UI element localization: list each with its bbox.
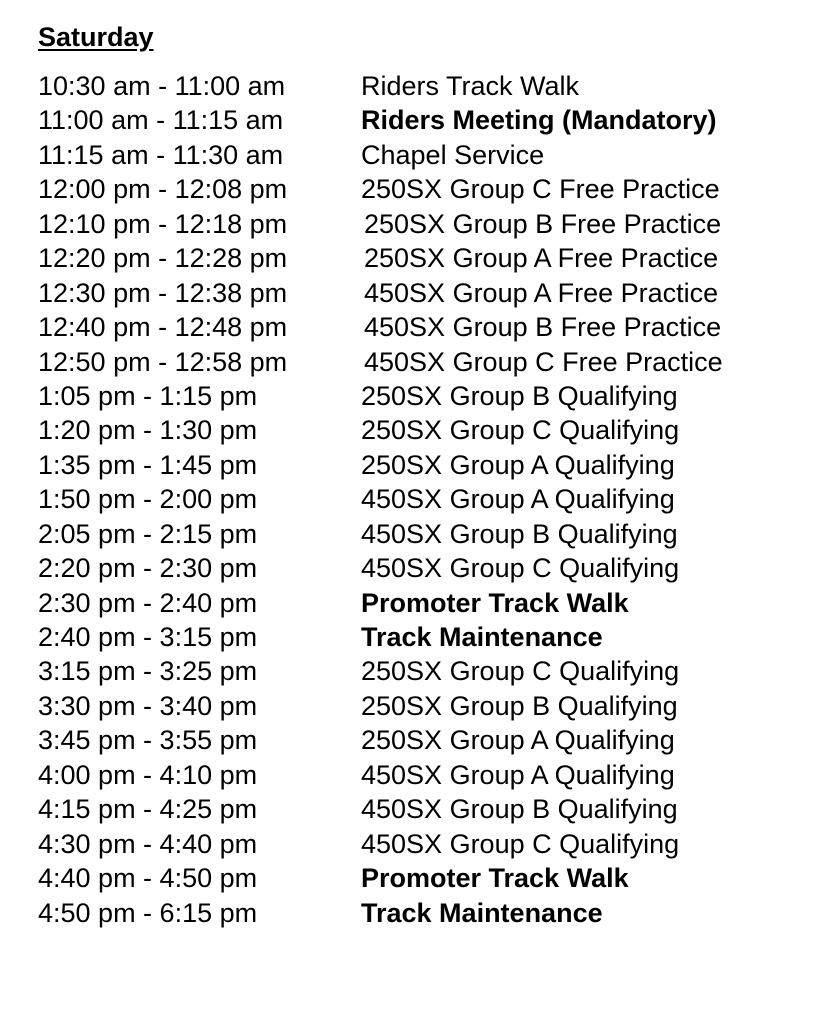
schedule-row bbox=[38, 276, 818, 310]
schedule-time: 12:50 pm - 12:58 pm bbox=[38, 346, 288, 377]
schedule-event: 250SX Group A Free Practice bbox=[364, 243, 719, 274]
schedule-time: 1:20 pm - 1:30 pm bbox=[38, 415, 258, 446]
schedule-time: 3:15 pm - 3:25 pm bbox=[38, 656, 258, 687]
schedule-time: 11:00 am - 11:15 am bbox=[38, 105, 284, 136]
schedule-row bbox=[38, 138, 818, 172]
schedule-event: 450SX Group A Qualifying bbox=[361, 484, 675, 515]
schedule-event: 250SX Group B Qualifying bbox=[361, 690, 678, 721]
schedule-row bbox=[38, 654, 818, 688]
schedule-time: 3:30 pm - 3:40 pm bbox=[38, 690, 258, 721]
schedule-row bbox=[38, 517, 818, 551]
schedule-time: 1:05 pm - 1:15 pm bbox=[38, 380, 258, 411]
schedule-time: 4:30 pm - 4:40 pm bbox=[38, 828, 258, 859]
schedule-event: 450SX Group B Qualifying bbox=[361, 518, 678, 549]
schedule-event: 450SX Group A Free Practice bbox=[364, 277, 719, 308]
schedule-row bbox=[38, 448, 818, 482]
schedule-row bbox=[38, 310, 818, 344]
schedule-row bbox=[38, 792, 818, 826]
schedule-time: 12:30 pm - 12:38 pm bbox=[38, 277, 288, 308]
schedule-row bbox=[38, 241, 818, 275]
schedule-time: 3:45 pm - 3:55 pm bbox=[38, 725, 258, 756]
schedule-row bbox=[38, 345, 818, 379]
schedule-row bbox=[38, 551, 818, 585]
schedule-event: Riders Meeting (Mandatory) bbox=[361, 105, 717, 136]
schedule-time: 2:40 pm - 3:15 pm bbox=[38, 622, 258, 652]
schedule-row bbox=[38, 69, 818, 103]
schedule-page bbox=[38, 18, 818, 930]
schedule-row bbox=[38, 103, 818, 137]
schedule-time: 4:00 pm - 4:10 pm bbox=[38, 759, 258, 790]
schedule-time: 2:20 pm - 2:30 pm bbox=[38, 553, 258, 584]
schedule-time: 12:40 pm - 12:48 pm bbox=[38, 312, 288, 343]
schedule-row bbox=[38, 172, 818, 206]
schedule-time: 2:05 pm - 2:15 pm bbox=[38, 518, 258, 549]
schedule-row bbox=[38, 379, 818, 413]
schedule-event: 450SX Group C Qualifying bbox=[361, 553, 680, 584]
schedule-event: 450SX Group B Qualifying bbox=[361, 794, 678, 825]
schedule-row bbox=[38, 482, 818, 516]
schedule-list bbox=[38, 69, 818, 930]
schedule-time: 12:00 pm - 12:08 pm bbox=[38, 174, 288, 205]
schedule-row bbox=[38, 896, 818, 930]
schedule-event: 250SX Group A Qualifying bbox=[361, 725, 675, 756]
schedule-time: 12:20 pm - 12:28 pm bbox=[38, 243, 288, 274]
schedule-time: 4:15 pm - 4:25 pm bbox=[38, 794, 258, 825]
schedule-event: Promoter Track Walk bbox=[361, 587, 629, 618]
schedule-time: 1:50 pm - 2:00 pm bbox=[38, 484, 258, 515]
schedule-row bbox=[38, 861, 818, 895]
schedule-event: 450SX Group C Qualifying bbox=[361, 828, 680, 859]
schedule-time: 4:50 pm - 6:15 pm bbox=[38, 897, 258, 928]
schedule-event: Promoter Track Walk bbox=[361, 863, 629, 894]
schedule-event: 250SX Group A Qualifying bbox=[361, 449, 675, 480]
schedule-row bbox=[38, 620, 818, 654]
schedule-event: Riders Track Walk bbox=[361, 71, 580, 101]
schedule-time: 12:10 pm - 12:18 pm bbox=[38, 208, 288, 239]
schedule-event: Track Maintenance bbox=[361, 897, 603, 928]
schedule-event: 250SX Group B Free Practice bbox=[364, 208, 722, 239]
day-title: Saturday bbox=[38, 22, 154, 52]
schedule-event: 450SX Group A Qualifying bbox=[361, 759, 675, 790]
schedule-event: Track Maintenance bbox=[361, 622, 603, 652]
schedule-event: 250SX Group C Qualifying bbox=[361, 415, 680, 446]
schedule-event: Chapel Service bbox=[361, 139, 545, 170]
schedule-time: 10:30 am - 11:00 am bbox=[38, 71, 286, 101]
schedule-row bbox=[38, 413, 818, 447]
schedule-row bbox=[38, 586, 818, 620]
schedule-event: 250SX Group B Qualifying bbox=[361, 380, 678, 411]
schedule-event: 450SX Group C Free Practice bbox=[364, 346, 723, 377]
schedule-time: 1:35 pm - 1:45 pm bbox=[38, 449, 258, 480]
schedule-row bbox=[38, 207, 818, 241]
schedule-time: 2:30 pm - 2:40 pm bbox=[38, 587, 258, 618]
schedule-event: 250SX Group C Free Practice bbox=[361, 174, 720, 205]
schedule-row bbox=[38, 689, 818, 723]
schedule-time: 11:15 am - 11:30 am bbox=[38, 139, 284, 170]
schedule-time: 4:40 pm - 4:50 pm bbox=[38, 863, 258, 894]
schedule-event: 250SX Group C Qualifying bbox=[361, 656, 680, 687]
schedule-row bbox=[38, 758, 818, 792]
schedule-row bbox=[38, 723, 818, 757]
schedule-row bbox=[38, 827, 818, 861]
schedule-event: 450SX Group B Free Practice bbox=[364, 312, 722, 343]
